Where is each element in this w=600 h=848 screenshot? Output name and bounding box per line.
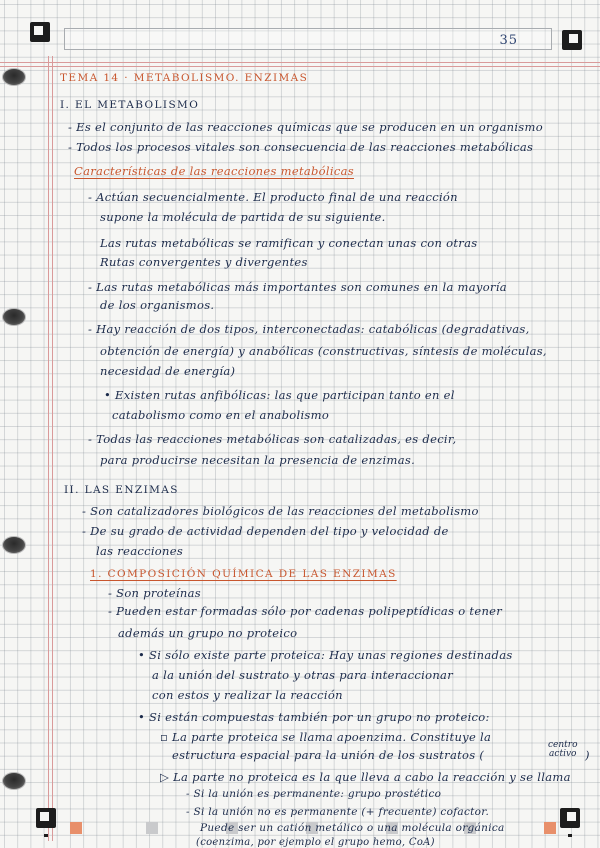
text-line: de los organismos. — [100, 298, 215, 312]
margin-note-line: activo — [549, 749, 577, 759]
corner-mark-icon — [36, 808, 56, 828]
subheading: 1. COMPOSICIÓN QUÍMICA DE LAS ENZIMAS — [90, 568, 397, 580]
margin-note — [548, 741, 578, 759]
text-line: supone la molécula de partida de su siguiente. — [100, 210, 386, 224]
corner-tick — [44, 834, 48, 837]
text-line: - Todos los procesos vitales son consecuencia de las reacciones metabólicas — [68, 140, 534, 154]
text-line: catabolismo como en el anabolismo — [112, 408, 330, 422]
text-line: - Si la unión es permanente: grupo prostético — [186, 788, 442, 800]
text-line: con estos y realizar la reacción — [152, 688, 343, 702]
margin-note-line: centro — [548, 740, 578, 750]
text-line: - De su grado de actividad dependen del tipo y velocidad de — [82, 524, 449, 538]
color-tab — [544, 822, 556, 834]
section-heading: I. EL METABOLISMO — [60, 99, 200, 111]
text-line: ▷ La parte no proteica es la que lleva a cabo la reacción y se llama — [160, 770, 571, 784]
text-line: - Si la unión no es permanente (+ frecuente) cofactor. — [186, 806, 490, 818]
binder-hole — [2, 536, 26, 554]
binder-hole — [2, 68, 26, 86]
text-line: (coenzima, por ejemplo el grupo hemo, CoA) — [196, 837, 435, 848]
text-line: - Las rutas metabólicas más importantes son comunes en la mayoría — [88, 280, 507, 294]
text-line: - Actúan secuencialmente. El producto final de una reacción — [88, 190, 458, 204]
text-line: estructura espacial para la unión de los sustratos ( — [172, 748, 485, 762]
text-line: obtención de energía) y anabólicas (constructivas, síntesis de moléculas, — [100, 344, 547, 358]
header-rule — [0, 62, 600, 63]
section-heading: II. LAS ENZIMAS — [64, 484, 179, 496]
text-line: para producirse necesitan la presencia de enzimas. — [100, 453, 416, 467]
subheading: Características de las reacciones metabólicas — [74, 164, 354, 178]
text-line: además un grupo no proteico — [118, 626, 298, 640]
text-line: - Son proteínas — [108, 586, 201, 600]
text-line: ▫ La parte proteica se llama apoenzima. Constituye la — [160, 730, 492, 744]
text-line: - Pueden estar formadas sólo por cadenas polipeptídicas o tener — [108, 604, 503, 618]
text-line: Puede ser un catión metálico o una molécula orgánica — [200, 822, 505, 834]
text-line: las reacciones — [96, 544, 184, 558]
text-line: Las rutas metabólicas se ramifican y conectan unas con otras — [100, 236, 478, 250]
page-title: TEMA 14 · METABOLISMO. ENZIMAS — [60, 72, 309, 84]
text-line: • Existen rutas anfibólicas: las que participan tanto en el — [104, 388, 455, 402]
corner-mark-icon — [30, 22, 50, 42]
text-line: - Todas las reacciones metabólicas son catalizadas, es decir, — [88, 432, 457, 446]
margin-line — [48, 56, 49, 841]
header-box — [64, 28, 552, 50]
corner-mark-icon — [562, 30, 582, 50]
binder-hole — [2, 772, 26, 790]
corner-tick — [568, 834, 572, 837]
color-tab — [146, 822, 158, 834]
text-line: • Si sólo existe parte proteica: Hay unas regiones destinadas — [138, 648, 513, 662]
text-line: - Es el conjunto de las reacciones químicas que se producen en un organismo — [68, 120, 543, 134]
text-line: - Hay reacción de dos tipos, interconectadas: catabólicas (degradativas, — [88, 322, 530, 336]
binder-hole — [2, 308, 26, 326]
margin-line — [52, 56, 53, 841]
text-line: • Si están compuestas también por un grupo no proteico: — [138, 710, 490, 724]
header-rule — [0, 66, 600, 67]
text-line: ) — [585, 748, 590, 762]
text-line: necesidad de energía) — [100, 364, 236, 378]
color-tab — [70, 822, 82, 834]
page-number: 35 — [499, 33, 518, 48]
text-line: Rutas convergentes y divergentes — [100, 255, 308, 269]
text-line: - Son catalizadores biológicos de las reacciones del metabolismo — [82, 504, 479, 518]
corner-mark-icon — [560, 808, 580, 828]
text-line: a la unión del sustrato y otras para interaccionar — [152, 668, 454, 682]
